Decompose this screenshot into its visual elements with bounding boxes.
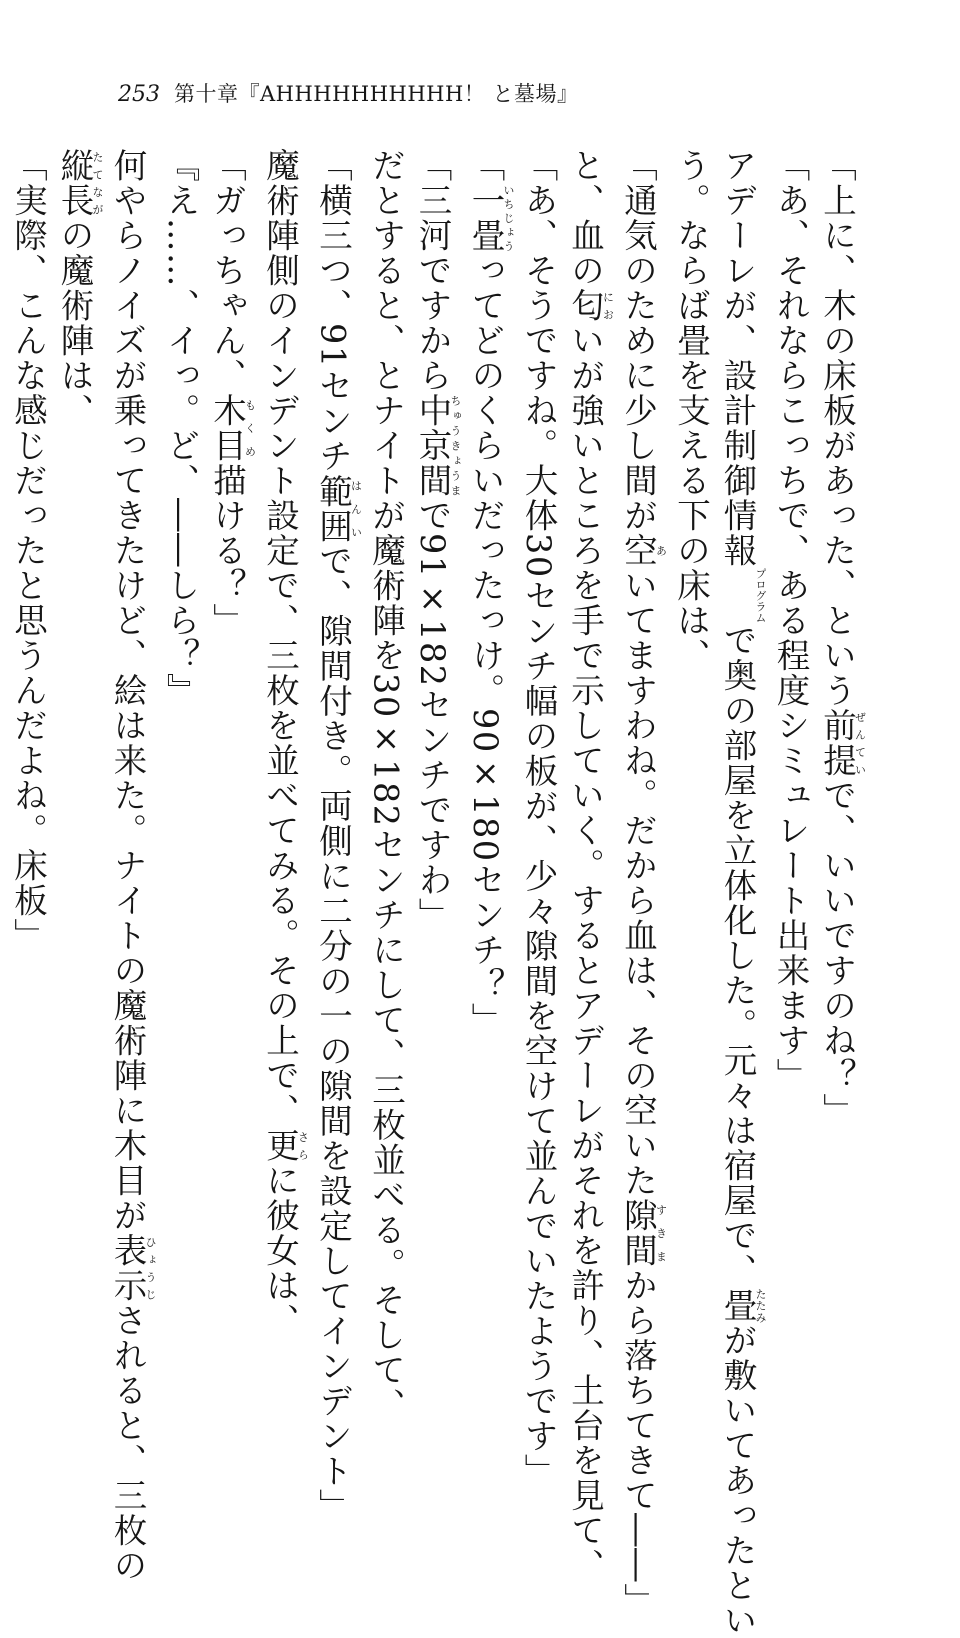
text-line: 「上に、木の床板があった、という前提ぜんていで、いいですのね？」 [817,148,867,1128]
text-line: 縦長たてながの魔術陣は、 [55,148,104,428]
text-line: だとすると、とナイトが魔術陣を30×182センチにして、三枚並べる。そして、 [366,148,406,1423]
running-title: 第十章『AHHHHHHHHHH！ と墓場』 [174,82,579,106]
text-line: 「あ、そうですね。大体30センチ幅の板が、少々隙間を空けて並んでいたようです」 [519,148,558,1489]
text-line: う。ならば畳を支える下の床は、 [671,148,711,673]
text-line: 「ガっちゃん、木目もくめ描ける？」 [207,148,257,638]
page-header [118,78,578,112]
text-line: 「三河ですから中京間ちゅうきょうまで91×182センチですわ」 [413,148,462,933]
text-line: と、血の匂においが強いところを手で示していく。するとアデーレがそれを許り、土台を見て、 [565,148,615,1583]
page-number: 253 [118,82,160,107]
text-line: 「あ、それならこっちで、ある程度シミュレート出来ます」 [771,148,810,1093]
text-line: 「実際、こんな感じだったと思うんだよね。床板」 [8,148,48,953]
text-line: 「一畳いちじょうってどのくらいだったっけ。90×180センチ？」 [466,148,515,1038]
text-line: アデーレが、設計制御情報プログラムで奥の部屋を立体化した。元々は宿屋で、畳たたみが敷いてあったとい [718,148,767,1638]
text-line: 魔術陣側のインデント設定で、三枚を並べてみる。その上で、更さらに彼女は、 [260,148,310,1338]
text-line: 「横三つ、91センチ範囲はんいで、隙間付き。両側に二分の一の隙間を設定してインデント」 [313,148,363,1524]
text-line: 『え……、イっ。ど、――しら？』 [161,148,200,708]
body-text [4,148,867,1638]
text-line: 何やらノイズが乗ってきたけど、絵は来た。ナイトの魔術陣に木目が表示ひょうじされると、三枚の [108,148,157,1583]
text-line: 「通気のために少し間が空あいてますわね。だから血は、その空いた隙間すきまから落ちてきて――」 [618,148,668,1618]
